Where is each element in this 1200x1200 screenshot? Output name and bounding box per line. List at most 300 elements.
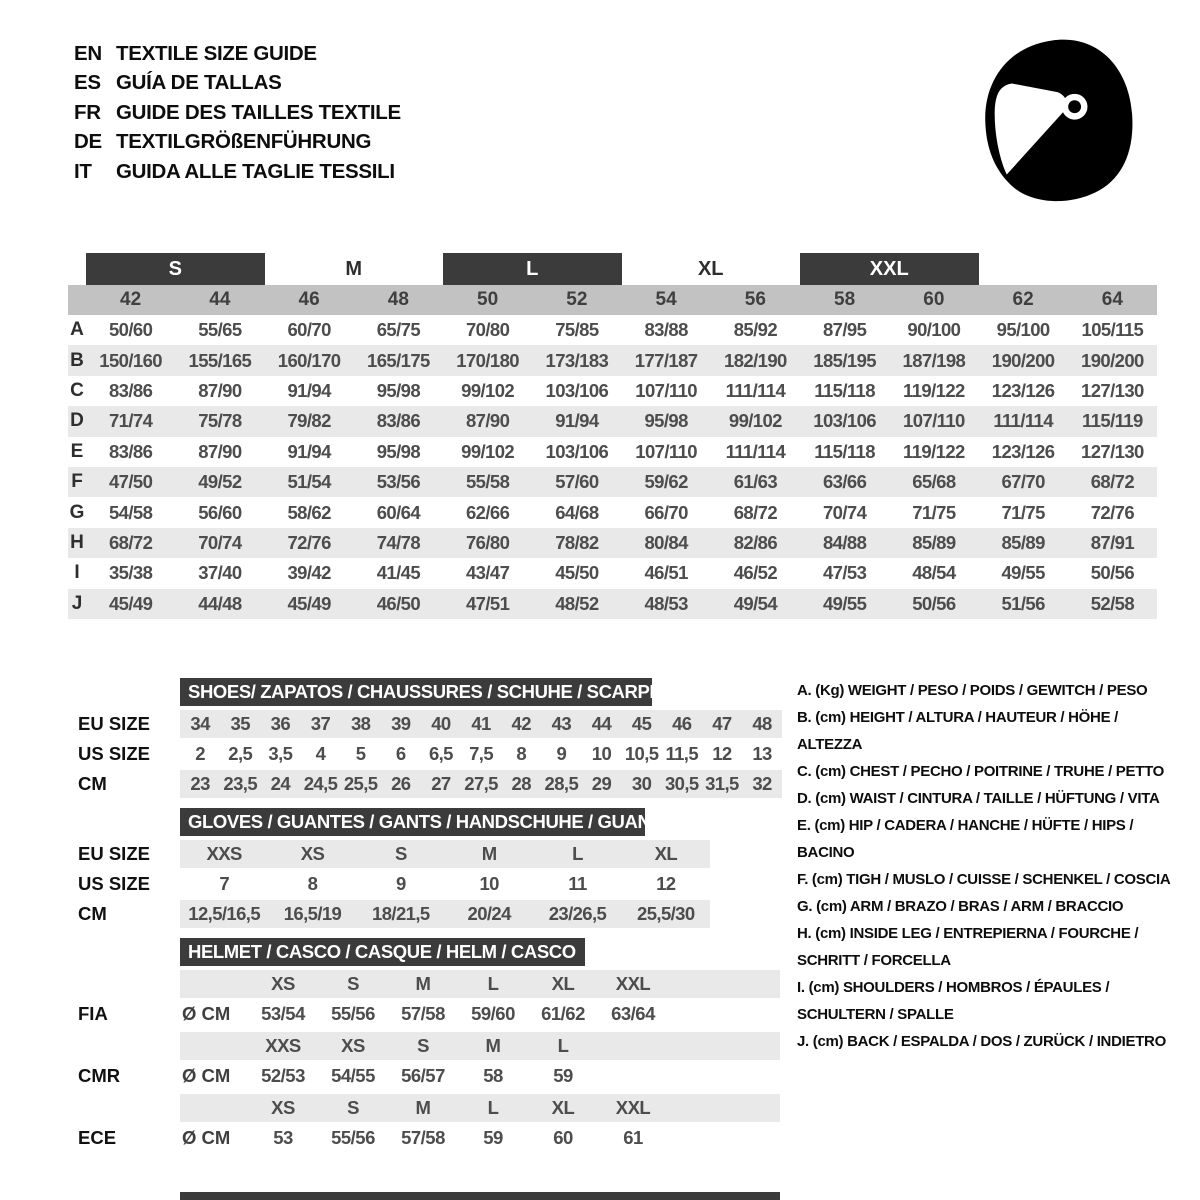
numeric-size: 54 [655,289,677,310]
size-value: 18/21,5 [372,903,430,924]
language-row [74,69,401,99]
table-row [68,497,1157,527]
size-value: 44 [591,713,612,734]
size-value: M [481,843,497,864]
row-label: EU SIZE [78,713,150,734]
size-value: 23,5 [223,773,258,794]
helmet-value-row [68,1062,780,1090]
language-code: DE [74,130,102,154]
value-strip [180,770,782,798]
size-value: 40 [431,713,451,734]
size-value: 24 [270,773,291,794]
value-strip [180,740,782,768]
size-value: 9 [556,743,567,764]
diameter-unit-label: Ø CM [182,1127,231,1148]
size-value: 150/160 [99,349,162,371]
size-value: 29 [591,773,612,794]
size-value: 43/47 [465,562,510,584]
language-row [74,157,401,187]
size-value: 34 [190,713,210,734]
size-group-label: M [345,257,363,280]
helmet-size-value: 52/53 [261,1065,305,1086]
cutoff-section-bar [180,1192,780,1200]
size-value: 23/26,5 [548,903,607,924]
size-value: 61/63 [733,471,778,493]
size-value: 12 [656,873,676,894]
size-value: 103/106 [545,379,609,401]
size-value: 6,5 [428,743,453,764]
helmet-size-label: XS [271,1097,295,1118]
size-value: 83/86 [108,440,153,462]
size-value: 185/195 [813,349,876,371]
size-value: 63/66 [822,471,867,493]
size-value: 83/86 [108,379,153,401]
size-value: 95/98 [376,379,421,401]
size-value: 47 [712,713,732,734]
language-title-list [74,39,401,187]
helmet-values [180,1000,668,1028]
size-value: 83/88 [644,319,688,341]
helmet-size-value: 55/56 [331,1127,375,1148]
helmet-size-label: L [557,1035,569,1056]
gloves-title-bar: GLOVES / GUANTES / GANTS / HANDSCHUHE / GUANTI [180,808,645,836]
size-value: 165/175 [367,349,430,371]
row-label-spacer [68,1094,180,1122]
row-letter: E [70,440,84,462]
numeric-size: 52 [566,289,588,310]
value-strip [180,870,710,898]
size-value: 39/42 [287,562,331,584]
size-row [68,840,710,868]
helmet-size-value: 57/58 [401,1127,445,1148]
size-value: 10 [591,743,612,764]
helmet-size-value: 61/62 [541,1003,585,1024]
helmet-values [180,1124,668,1152]
size-value: 45 [631,713,652,734]
size-value: 26 [391,773,411,794]
helmet-value-row [68,1124,780,1152]
size-value: 9 [395,873,406,894]
helmet-size-value: 59 [553,1065,573,1086]
language-code: ES [74,71,101,95]
legend-entry: H. (cm) INSIDE LEG / ENTREPIERNA / FOURCHE / SCHRITT / FORCELLA [797,925,1139,969]
row-letter: I [74,562,80,584]
legend-entry: E. (cm) HIP / CADERA / HANCHE / HÜFTE / HIPS / BACINO [797,817,1134,861]
size-value: 91/94 [555,410,599,432]
numeric-size: 42 [120,289,142,310]
size-value: 65/75 [376,319,421,341]
size-group-header-row [68,253,1157,285]
numeric-size: 50 [477,289,499,310]
value-strip [180,900,710,928]
table-row [68,315,1157,345]
size-value: 82/86 [733,531,778,553]
size-value: 53/56 [376,471,421,493]
legend-entry: B. (cm) HEIGHT / ALTURA / HAUTEUR / HÖHE / ALTEZZA [797,709,1119,753]
size-value: 115/118 [814,440,875,462]
size-value: 51/54 [287,471,331,493]
size-value: 7,5 [469,743,494,764]
size-value: 68/72 [108,531,153,553]
size-value: 99/102 [461,379,515,401]
legend-entry: I. (cm) SHOULDERS / HOMBROS / ÉPAULES / SCHULTERN / SPALLE [797,979,1110,1023]
helmet-size-value: 57/58 [401,1003,445,1024]
size-value: 35/38 [108,562,153,584]
language-title: GUIDE DES TAILLES TEXTILE [116,100,401,124]
size-value: 13 [752,743,772,764]
size-value: 12 [712,743,732,764]
size-value: 25,5 [343,773,378,794]
helmet-size-value: 56/57 [401,1065,445,1086]
size-value: 155/165 [188,349,252,371]
size-value: 55/65 [198,319,242,341]
legend-entry: A. (Kg) WEIGHT / PESO / POIDS / GEWITCH / PESO [797,682,1148,699]
table-row [68,437,1157,467]
measurement-legend [797,677,1182,1055]
row-label: CM [78,903,107,924]
language-title: GUÍA DE TALLAS [116,71,282,95]
size-value: 46/52 [733,562,778,584]
size-value: S [394,843,407,864]
size-value: 99/102 [728,410,782,432]
helmet-size-header-row [68,970,780,998]
size-value: 48/53 [644,592,688,614]
size-value: 30,5 [664,773,699,794]
size-value: 78/82 [555,531,599,553]
size-value: 123/126 [991,440,1055,462]
size-value: 70/74 [198,531,242,553]
size-value: 187/198 [902,349,966,371]
helmet-size-value: 63/64 [611,1003,655,1024]
table-row [68,558,1157,588]
helmet-size-header-row [68,1032,780,1060]
size-value: 38 [350,713,371,734]
size-value: 70/74 [822,501,867,523]
helmet-size-strip [180,970,780,998]
size-value: 87/95 [822,319,867,341]
helmet-size-label: L [487,973,499,994]
size-value: 58/62 [287,501,331,523]
helmet-size-strip [180,1094,780,1122]
numeric-size: 46 [298,289,320,310]
helmet-size-label: XL [551,1097,575,1118]
size-value: 95/98 [644,410,688,432]
size-value: 48/52 [555,592,599,614]
letter-column-spacer [68,285,86,315]
size-value: 160/170 [277,349,341,371]
size-value: 103/106 [545,440,609,462]
size-value: 68/72 [1090,471,1135,493]
size-value: 107/110 [903,410,965,432]
size-value: 45/49 [287,592,331,614]
size-value: XXS [206,843,242,864]
language-row [74,128,401,158]
helmet-size-label: XXL [615,973,651,994]
size-value: L [572,843,583,864]
size-value: 2 [195,743,205,764]
size-value: 45/49 [108,592,153,614]
size-value: 49/54 [733,592,778,614]
size-value: 87/90 [465,410,510,432]
size-value: 46/51 [644,562,688,584]
size-value: 45/50 [555,562,599,584]
row-label: US SIZE [78,743,150,764]
size-group-label: S [86,253,265,285]
size-value: 70/80 [465,319,510,341]
size-value: 55/58 [465,471,510,493]
size-value: 66/70 [644,501,688,523]
standard-label: CMR [78,1065,121,1086]
helmet-size-label: S [417,1035,429,1056]
table-row [68,528,1157,558]
helmet-size-header-row [68,1094,780,1122]
size-value: 51/56 [1001,592,1045,614]
helmet-size-label: M [415,1097,431,1118]
size-value: 35 [230,713,250,734]
size-value: 32 [752,773,772,794]
size-value: 8 [307,873,318,894]
table-row [68,406,1157,436]
helmet-size-label: XL [551,973,575,994]
size-value: 119/122 [903,440,965,462]
row-label-spacer [68,1032,180,1060]
size-value: 23 [190,773,210,794]
gloves-size-section [68,808,710,928]
helmet-size-value: 59/60 [471,1003,515,1024]
table-row [68,376,1157,406]
size-value: 47/51 [465,592,510,614]
size-value: XS [300,843,325,864]
size-value: 85/89 [912,531,956,553]
row-label: EU SIZE [78,843,150,864]
size-value: 85/89 [1001,531,1045,553]
size-row [68,870,710,898]
size-row [68,740,782,768]
size-value: 85/92 [733,319,778,341]
size-value: 103/106 [813,410,876,432]
size-value: 5 [355,743,366,764]
helmet-size-value: 58 [483,1065,503,1086]
row-letter: D [70,410,84,432]
size-value: 25,5/30 [637,903,695,924]
size-value: 72/76 [287,531,331,553]
size-row [68,710,782,738]
size-value: 107/110 [635,379,697,401]
size-value: 41/45 [376,562,421,584]
standard-label: ECE [78,1127,117,1148]
helmet-size-label: L [487,1097,499,1118]
size-value: 39 [391,713,411,734]
value-strip [180,840,710,868]
language-title: GUIDA ALLE TAGLIE TESSILI [116,159,395,183]
size-value: 46/50 [376,592,421,614]
size-value: 107/110 [635,440,697,462]
size-value: 37 [310,713,331,734]
numeric-size: 44 [209,289,231,310]
numeric-size: 64 [1101,289,1123,310]
size-value: 111/114 [993,410,1053,432]
size-value: 24,5 [303,773,338,794]
helmet-size-value: 61 [623,1127,643,1148]
size-value: 47/50 [108,471,153,493]
size-value: 2,5 [228,743,253,764]
size-value: 46 [672,713,692,734]
table-row [68,589,1157,619]
size-value: 95/100 [996,319,1050,341]
numeric-size-row [68,285,1157,315]
language-title: TEXTILGRÖßENFÜHRUNG [116,130,372,154]
helmet-size-strip [180,1032,780,1060]
row-letter: C [70,379,84,401]
size-value: 30 [631,773,652,794]
size-value: 123/126 [991,379,1055,401]
size-value: 127/130 [1081,440,1144,462]
helmet-size-value: 53/54 [261,1003,305,1024]
language-row [74,98,401,128]
size-value: 59/62 [644,471,688,493]
size-value: 27,5 [464,773,498,794]
language-row [74,39,401,69]
size-group-label: XL [697,257,724,280]
size-value: 80/84 [644,531,688,553]
size-value: 71/74 [108,410,153,432]
gloves-rows [68,840,710,928]
helmet-size-label: XXS [265,1035,301,1056]
size-value: 75/85 [555,319,599,341]
size-value: 11,5 [665,743,699,764]
size-value: 182/190 [724,349,787,371]
helmet-size-label: M [415,973,431,994]
row-letter: F [71,471,83,493]
diameter-unit-label: Ø CM [182,1003,231,1024]
helmet-title-bar: HELMET / CASCO / CASQUE / HELM / CASCO [180,938,585,966]
legend-entry: J. (cm) BACK / ESPALDA / DOS / ZURÜCK / INDIETRO [797,1033,1166,1050]
table-row [68,345,1157,375]
size-value: 10,5 [624,743,659,764]
numeric-size: 58 [834,289,856,310]
row-label: US SIZE [78,873,150,894]
legend-entry: C. (cm) CHEST / PECHO / POITRINE / TRUHE / PETTO [797,763,1165,780]
numeric-size: 62 [1012,289,1034,310]
shoes-size-section [68,678,782,798]
size-value: 28 [511,773,531,794]
helmet-size-value: 60 [553,1127,573,1148]
size-value: 91/94 [287,440,331,462]
size-value: 10 [479,873,499,894]
racing-helmet-icon [968,32,1140,208]
helmet-value-row [68,1000,780,1028]
size-value: 67/70 [1001,471,1045,493]
row-letter: H [70,531,84,553]
size-value: 37/40 [198,562,242,584]
size-value: 91/94 [287,379,331,401]
diameter-unit-label: Ø CM [182,1065,231,1086]
size-value: 111/114 [725,379,786,401]
size-value: 190/200 [1081,349,1144,371]
helmet-size-label [598,1032,668,1060]
row-label-spacer [68,970,180,998]
row-letter: B [70,349,84,371]
unit-spacer [180,1094,248,1122]
size-value: 48 [752,713,772,734]
textile-measurement-rows [68,315,1157,619]
size-value: 87/91 [1090,531,1135,553]
size-value: 173/183 [545,349,609,371]
size-value: 49/55 [1001,562,1045,584]
row-letter: G [69,501,85,523]
size-value: 190/200 [991,349,1055,371]
language-title: TEXTILE SIZE GUIDE [116,41,317,65]
helmet-size-label: S [347,973,359,994]
size-value: 42 [511,713,531,734]
size-value: 79/82 [287,410,331,432]
helmet-size-section [68,938,780,1152]
helmet-size-value: 53 [273,1127,293,1148]
language-code: IT [74,159,92,183]
unit-spacer [180,1032,248,1060]
size-value: 57/60 [555,471,599,493]
size-value: 64/68 [555,501,599,523]
helmet-size-label: S [347,1097,359,1118]
size-value: 56/60 [198,501,242,523]
size-value: 76/80 [465,531,510,553]
size-value: 28,5 [544,773,579,794]
size-value: 50/56 [912,592,956,614]
table-row [68,467,1157,497]
row-letter: A [70,319,84,341]
numeric-size: 56 [744,289,766,310]
helmet-size-label: M [485,1035,501,1056]
helmet-size-value: 55/56 [331,1003,375,1024]
size-value: 99/102 [461,440,515,462]
size-value: 65/68 [912,471,956,493]
size-value: 52/58 [1090,592,1135,614]
helmet-size-label: XS [271,973,295,994]
size-value: 62/66 [465,501,510,523]
size-value: 90/100 [907,319,961,341]
size-value: 71/75 [912,501,956,523]
size-value: 115/118 [814,379,875,401]
numeric-size: 48 [387,289,409,310]
size-value: 60/70 [287,319,331,341]
helmet-values [180,1062,668,1090]
size-value: 47/53 [822,562,867,584]
size-value: 170/180 [456,349,519,371]
size-value: 27 [431,773,451,794]
size-value: 20/24 [467,903,511,924]
size-row [68,900,710,928]
textile-size-table [68,253,1157,619]
size-value: 48/54 [912,562,956,584]
size-value: 41 [471,713,491,734]
size-value: 119/122 [903,379,965,401]
shoes-rows [68,710,782,798]
size-value: 71/75 [1001,501,1045,523]
helmet-rows [68,970,780,1152]
numeric-size: 60 [923,289,945,310]
size-value: 31,5 [705,773,739,794]
size-value: 49/55 [822,592,867,614]
legend-entry: G. (cm) ARM / BRAZO / BRAS / ARM / BRACCIO [797,898,1124,915]
size-value: 54/58 [108,501,153,523]
size-value: 84/88 [822,531,867,553]
size-value: 68/72 [733,501,778,523]
size-value: 4 [315,743,326,764]
size-value: 3,5 [268,743,293,764]
size-value: XL [654,843,678,864]
size-group-label: L [443,253,622,285]
standard-label: FIA [78,1003,108,1024]
